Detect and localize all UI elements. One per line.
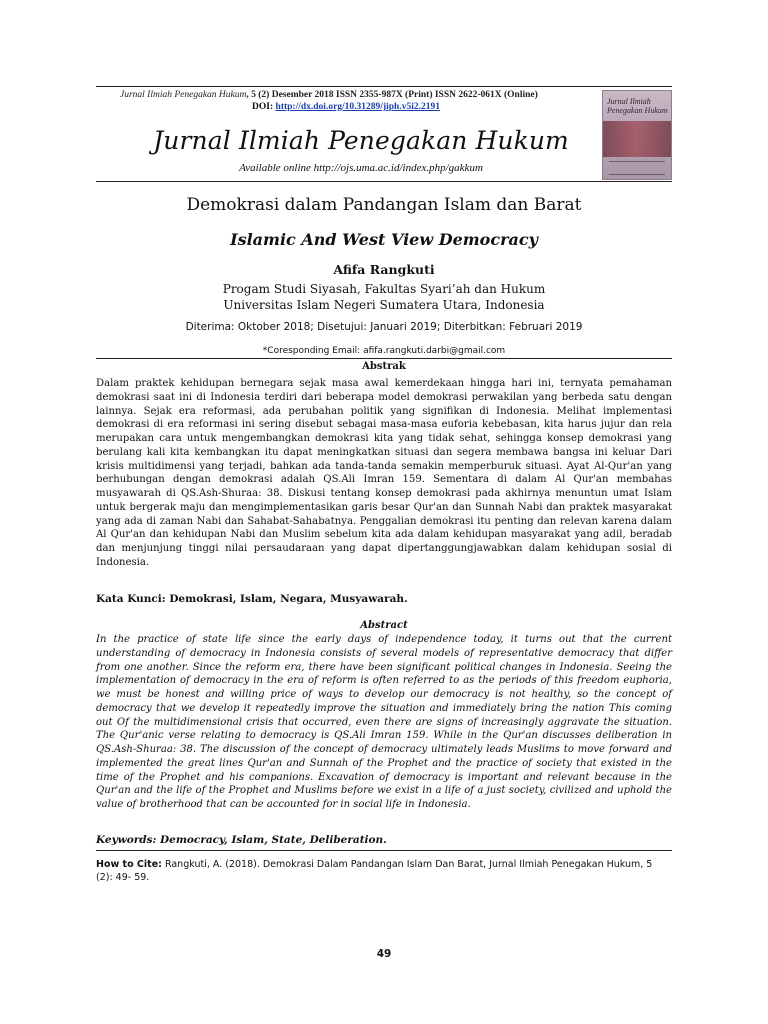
header-issue-info: [120, 89, 590, 101]
abstract-body: In the practice of state life since the early days of independence today, it turns out that the current understanding of democracy in Indonesia consists of several models of representative democracy that differ from one another. Since the reform era, there have been significant political changes in Indonesia. Seeing the implementation of democracy in the era of reform is often referred to as the periods of this freedom euphoria, we must be honest and willing price of ways to develop our democracy is not healthy, so the concept of democracy that we develop it repeatedly improve the situation and immediately bring the nation This coming out Of the multidimensional crisis that occurred, even there are signs of increasingly aggravate the situation. The Qur'anic verse relating to democracy is QS.Ali Imran 159. While in the Qur'an discusses deliberation in QS.Ash-Shuraa: 38. The discussion of the concept of democracy ultimately leads Muslims to move forward and implemented the great lines Qur'an and Sunnah of the Prophet and the practice of society that existed in the time of the Prophet and his companions. Excavation of democracy is important and relevant because in the Qur'an and the life of the Prophet and Muslims before we exist in a life of a just society, civilized and uphold the value of brotherhood that can be accounted for in social life in Indonesia.: [96, 634, 672, 810]
journal-title: Jurnal Ilmiah Penegakan Hukum: [153, 126, 569, 155]
cover-graphic: [603, 121, 671, 157]
corresponding-email: *Coresponding Email: afifa.rangkuti.darbi@gmail.com: [262, 346, 506, 356]
article-dates: Diterima: Oktober 2018; Disetujui: Januari 2019; Diterbitkan: Februari 2019: [185, 321, 583, 333]
cite-text: Rangkuti, A. (2018). Demokrasi Dalam Pandangan Islam Dan Barat, Jurnal Ilmiah Penegakan Hukum, 5 (2): 49- 59.: [96, 859, 653, 883]
cover-title: Jurnal Ilmiah Penegakan Hukum: [607, 97, 668, 115]
kata-kunci: Kata Kunci: Demokrasi, Islam, Negara, Musyawarah.: [96, 593, 408, 605]
header-issue-details: , 5 (2) Desember 2018 ISSN 2355-987X (Print) ISSN 2622-061X (Online): [246, 90, 538, 100]
cover-lines: [609, 161, 665, 175]
header-journal-name: Jurnal Ilmiah Penegakan Hukum: [120, 90, 247, 100]
how-to-cite: [96, 858, 672, 884]
author-affiliation: [96, 281, 672, 313]
article-title-english: Islamic And West View Democracy: [230, 230, 538, 249]
doi-label: DOI:: [252, 102, 276, 112]
abstrak-rule: [96, 358, 672, 359]
citation-rule: [96, 850, 672, 851]
header-doi: [96, 101, 596, 113]
article-title: Demokrasi dalam Pandangan Islam dan Barat: [186, 195, 582, 215]
doi-link[interactable]: http://dx.doi.org/10.31289/jiph.v5i2.2191: [275, 102, 440, 112]
affiliation-line-1: Progam Studi Siyasah, Fakultas Syari’ah dan Hukum: [222, 282, 546, 296]
header-top-rule: [96, 86, 672, 87]
abstract-heading: Abstract: [360, 620, 408, 631]
available-online: Available online http://ojs.uma.ac.id/index.php/gakkum: [239, 162, 483, 174]
keywords: Keywords: Democracy, Islam, State, Deliberation.: [96, 834, 387, 846]
abstrak-body: Dalam praktek kehidupan bernegara sejak masa awal kemerdekaan hingga hari ini, ternyata pemahaman demokrasi saat ini di Indonesia terdiri dari beberapa model demokrasi perwakilan yang berbeda satu dengan lainnya. Sejak era reformasi, ada perubahan politik yang signifikan di Indonesia. Melihat implementasi demokrasi di era reformasi ini sering disebut sebagai masa-masa euforia kebebasan, kita harus jujur dan rela merupakan cara untuk mengembangkan demokrasi kita yang tidak sehat, sehingga konsep demokrasi yang berulang kali kita kembangkan itu dapat meningkatkan situasi dan segera membawa bangsa ini keluar Dari krisis multidimensi yang terjadi, bahkan ada tanda-tanda semakin memperburuk situasi. Ayat Al-Qur'an yang berhubungan dengan demokrasi adalah QS.Ali Imran 159. Sementara di dalam Al Qur'an membahas musyawarah di QS.Ash-Shuraa: 38. Diskusi tentang konsep demokrasi pada akhirnya menuntun umat Islam untuk bergerak maju dan mengimplementasikan garis besar Qur'an dan Sunnah Nabi dan praktek masyarakat yang ada di zaman Nabi dan Sahabat-Sahabatnya. Penggalian demokrasi itu penting dan relevan karena dalam Al Qur'an dan kehidupan Nabi dan Muslim sebelum kita ada dalam kehidupan masyarakat yang adil, beradab dan menjunjung tinggi nilai persaudaraan yang dapat dipertanggungjawabkan dalam kehidupan sosial di Indonesia.: [96, 378, 672, 568]
affiliation-line-2: Universitas Islam Negeri Sumatera Utara, Indonesia: [223, 298, 545, 312]
header-bottom-rule: [96, 181, 672, 182]
page-number: 49: [376, 948, 392, 960]
cite-label: How to Cite:: [96, 859, 162, 870]
abstrak-heading: Abstrak: [362, 361, 406, 372]
author-name: Afifa Rangkuti: [333, 262, 435, 277]
journal-cover-image: [602, 90, 672, 180]
